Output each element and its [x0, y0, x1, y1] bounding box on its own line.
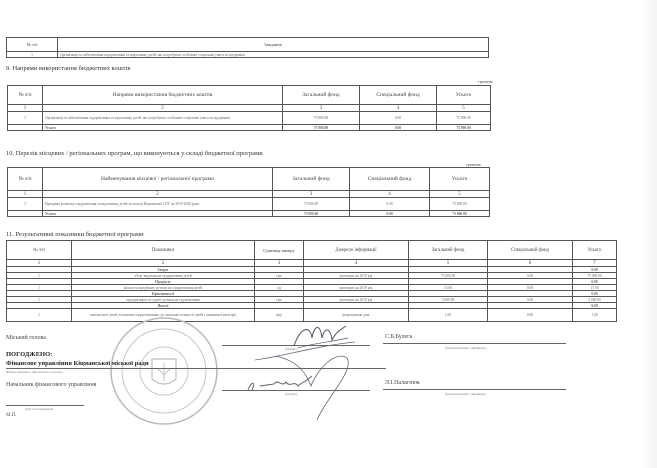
col-number: 6: [488, 260, 573, 267]
page-edge: [643, 0, 657, 468]
col-number: 2: [43, 191, 273, 198]
col-number: 5: [430, 191, 490, 198]
s11-header-source: Джерело інформації: [304, 241, 409, 260]
task-text: Організація та забезпечення оздоровлення та відпочинку дітей, які потребують особливої соціальної уваги та підтримки: [58, 52, 489, 58]
s10-header-general: Загальний фонд: [273, 168, 350, 191]
group-name: Ефективності: [72, 291, 255, 297]
row-unit: відс: [255, 309, 304, 322]
row-general: 75 000.00: [273, 198, 350, 211]
section10-unit: гривень: [466, 162, 482, 167]
row-general: 75 000.00: [283, 112, 360, 125]
total-general: 75 000.00: [273, 211, 350, 217]
total-row: [8, 125, 491, 131]
section9-title: 9. Напрями використання бюджетних коштів: [6, 65, 131, 72]
fin-head-signature-caption: (підпис): [285, 392, 298, 396]
fin-head-name: Л.І.Палагнюк: [385, 380, 420, 386]
directions-table: [7, 85, 491, 131]
row-number: 1: [7, 309, 72, 322]
row-total: 75 000.00: [430, 198, 490, 211]
group-name: Затрат: [72, 267, 255, 273]
total-total: 75 000.00: [437, 125, 491, 131]
tasks-header-task: Завдання: [58, 38, 489, 52]
agency-name: Фінансове управління Кіцманської міської ради: [6, 360, 149, 367]
col-number: 1: [7, 260, 72, 267]
mayor-label: Міський голова: [6, 335, 46, 341]
agency-caption: (Назва місцевого фінансового органу): [6, 370, 63, 374]
row-number: 1: [8, 198, 43, 211]
mayor-name: С.Б.Булега: [385, 334, 413, 340]
total-special: 0.00: [360, 125, 437, 131]
row-total: 1.00: [573, 309, 617, 322]
s9-header-total: Усього: [437, 86, 491, 105]
mayor-name-caption: (ініціали/ініціал, прізвище): [445, 346, 486, 350]
s10-header-total: Усього: [430, 168, 490, 191]
group-name: Продукту: [72, 279, 255, 285]
row-unit: од: [255, 285, 304, 291]
section11-title: 11. Результативні показники бюджетної програми: [6, 231, 144, 238]
row-total: 5 000.00: [573, 297, 617, 303]
row-special: 0.00: [488, 273, 573, 279]
row-general: 1.00: [409, 309, 488, 322]
total-label: Усього: [43, 125, 283, 131]
row-direction: Організація та забезпечення оздоровлення та відпочинку дітей, які потребують особливої соціальної уваги та підтримки: [43, 112, 283, 125]
total-row: [8, 211, 490, 217]
tasks-header-number: № з/п: [7, 38, 58, 52]
row-source: кошторис на 2019 рік: [304, 285, 409, 291]
total-special: 0.00: [350, 211, 430, 217]
section10-title: 10. Перелік місцевих / регіональних програм, що виконуються у складі бюджетної програми: [6, 150, 263, 157]
row-indicator: середня вартість однієї путівки на оздоровлення: [72, 297, 255, 303]
col-number: 3: [255, 260, 304, 267]
row-indicator: питома вага дітей, охоплених оздоровленням, до загальної кількості дітей з зазначеної категорії: [72, 309, 255, 322]
total-total: 75 000.00: [430, 211, 490, 217]
row-number: 1: [7, 285, 72, 291]
row-special: 0.00: [488, 309, 573, 322]
s10-header-number: № з/п: [8, 168, 43, 191]
task-number: 1: [7, 52, 58, 58]
s11-header-special: Спеціальний фонд: [488, 241, 573, 260]
col-number: 3: [273, 191, 350, 198]
row-unit: грн: [255, 297, 304, 303]
s9-header-general: Загальний фонд: [283, 86, 360, 105]
table-row: [8, 198, 490, 211]
agreed-label: ПОГОДЖЕНО:: [6, 351, 53, 358]
s9-header-number: № з/п: [8, 86, 43, 105]
s11-header-indicator: Показники: [72, 241, 255, 260]
col-number: 1: [8, 191, 43, 198]
total-general: 75 000.00: [283, 125, 360, 131]
col-number: 5: [437, 105, 491, 112]
col-number: 2: [72, 260, 255, 267]
row-general: 75 000.00: [409, 273, 488, 279]
col-number: 4: [304, 260, 409, 267]
col-number: 4: [360, 105, 437, 112]
row-source: кошторис на 2019 рік: [304, 273, 409, 279]
s9-header-direction: Напрями використання бюджетних коштів: [43, 86, 283, 105]
col-number: 4: [350, 191, 430, 198]
mayor-signature-caption: (підпис): [285, 347, 298, 351]
fin-head-label: Начальник фінансового управління: [6, 382, 97, 388]
s11-header-total: Усього: [573, 241, 617, 260]
table-row: [7, 52, 489, 58]
s11-header-general: Загальний фонд: [409, 241, 488, 260]
row-source: кошторис на 2019 рік: [304, 297, 409, 303]
col-number: 7: [573, 260, 617, 267]
row-number: 1: [7, 273, 72, 279]
s10-header-special: Спеціальний фонд: [350, 168, 430, 191]
total-label: Усього: [43, 211, 273, 217]
row-special: 0.00: [488, 297, 573, 303]
row-indicator: кількість придбаних путівок на оздоровлення дітей: [72, 285, 255, 291]
row-total: 75 000.00: [437, 112, 491, 125]
row-special: 0.00: [350, 198, 430, 211]
col-number: 2: [43, 105, 283, 112]
col-number: 1: [8, 105, 43, 112]
date-caption: (Дата погодження): [25, 407, 53, 411]
group-total: 0.00: [573, 303, 617, 309]
indicators-table: [6, 240, 617, 322]
row-number: 1: [8, 112, 43, 125]
row-unit: грн: [255, 273, 304, 279]
col-number: 3: [283, 105, 360, 112]
group-total: 0.00: [573, 291, 617, 297]
section9-unit: гривень: [478, 79, 494, 84]
row-special: 0.00: [360, 112, 437, 125]
s10-header-program: Найменування місцевої / регіональної програми: [43, 168, 273, 191]
fin-head-signature-icon: [246, 372, 316, 394]
tasks-table: [6, 37, 489, 58]
group-name: Якості: [72, 303, 255, 309]
row-number: 1: [7, 297, 72, 303]
row-program: Програма розвитку оздоровлення та відпочинку дітей та молоді Кіцманської ОТГ на 2019-2020 роки: [43, 198, 273, 211]
row-general: 5 000.00: [409, 297, 488, 303]
official-stamp-icon: [108, 315, 220, 427]
row-total: 15.00: [573, 285, 617, 291]
row-special: 0.00: [488, 285, 573, 291]
group-total: 0.00: [573, 267, 617, 273]
s9-header-special: Спеціальний фонд: [360, 86, 437, 105]
table-row: [8, 112, 491, 125]
row-indicator: обсяг видатків на оздоровлення дітей: [72, 273, 255, 279]
s11-header-number: № з/п: [7, 241, 72, 260]
programs-table: [7, 167, 490, 217]
col-number: 5: [409, 260, 488, 267]
s11-header-unit: Одиниця виміру: [255, 241, 304, 260]
row-source: розрахункові дані: [304, 309, 409, 322]
row-total: 75 000.00: [573, 273, 617, 279]
group-total: 0.00: [573, 279, 617, 285]
row-general: 15.00: [409, 285, 488, 291]
stamp-label: М.П.: [6, 413, 17, 418]
fin-head-name-caption: (ініціали/ініціал, прізвище): [445, 392, 486, 396]
